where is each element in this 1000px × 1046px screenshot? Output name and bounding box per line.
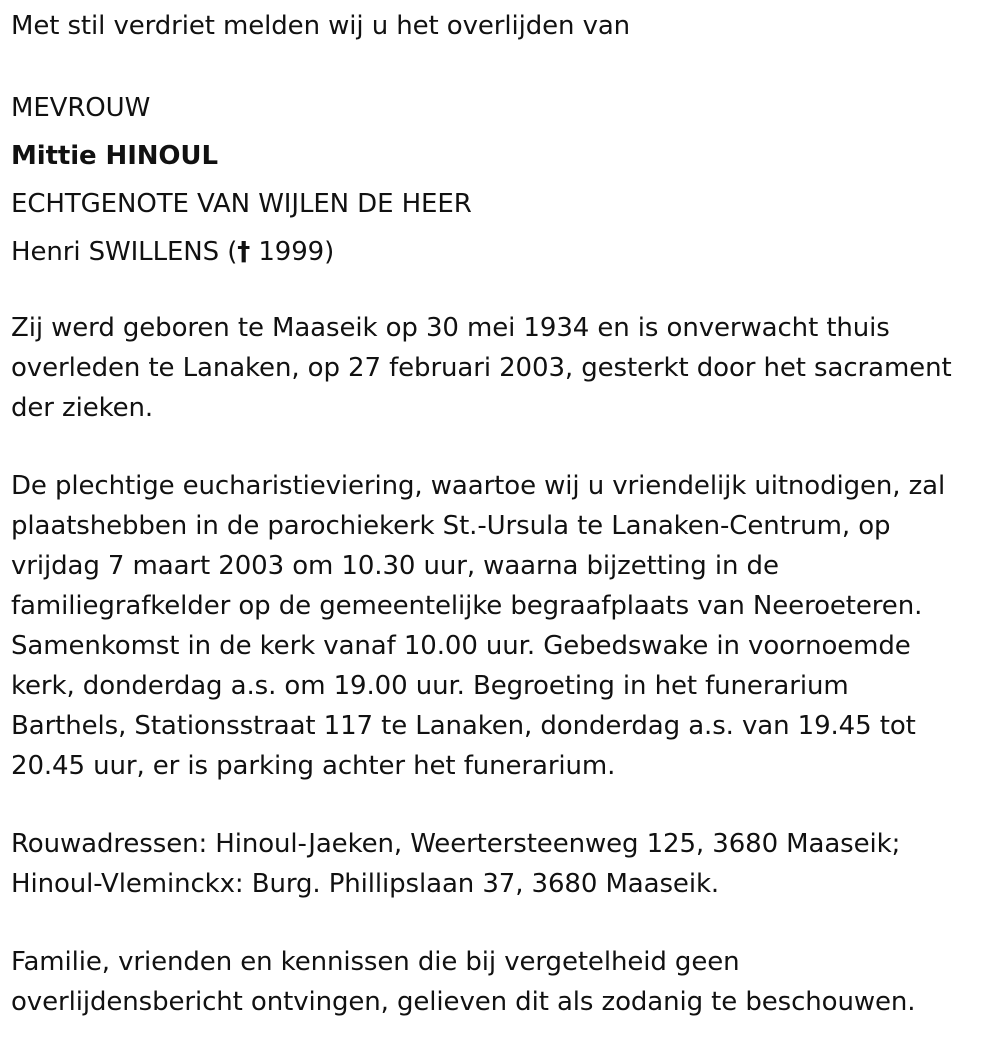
paragraph-line: Zij werd geboren te Maaseik op 30 mei 1934 en is onverwacht thuis [11, 313, 890, 343]
deceased-name: Mittie HINOUL [11, 141, 218, 171]
deceased-header [11, 84, 996, 276]
paragraph-line: Familie, vrienden en kennissen die bij vergetelheid geen [11, 947, 740, 977]
paragraph-line: 20.45 uur, er is parking achter het funerarium. [11, 751, 616, 781]
spacer [11, 904, 996, 942]
spacer [11, 276, 996, 308]
address-paragraph [11, 824, 996, 904]
spouse-line [11, 228, 996, 276]
relation-line: ECHTGENOTE VAN WIJLEN DE HEER [11, 189, 472, 219]
spacer [11, 786, 996, 824]
paragraph-line: kerk, donderdag a.s. om 19.00 uur. Begroeting in het funerarium [11, 671, 849, 701]
paragraph-line: familiegrafkelder op de gemeentelijke begraafplaats van Neeroeteren. [11, 591, 923, 621]
paragraph-line: Samenkomst in de kerk vanaf 10.00 uur. Gebedswake in voornoemde [11, 631, 911, 661]
obituary-document [11, 0, 996, 1022]
birth-paragraph [11, 308, 996, 428]
spouse-year: 1999) [250, 237, 335, 267]
closing-paragraph [11, 942, 996, 1022]
spacer [11, 428, 996, 466]
paragraph-line: overlijdensbericht ontvingen, gelieven dit als zodanig te beschouwen. [11, 987, 916, 1017]
paragraph-line: Rouwadressen: Hinoul-Jaeken, Weertersteenweg 125, 3680 Maaseik; [11, 829, 901, 859]
spacer [11, 46, 996, 84]
paragraph-line: Barthels, Stationsstraat 117 te Lanaken, donderdag a.s. van 19.45 tot [11, 711, 916, 741]
cross-icon: † [237, 237, 251, 267]
spouse-name: Henri SWILLENS ( [11, 237, 238, 267]
paragraph-line: der zieken. [11, 393, 154, 423]
intro-line: Met stil verdriet melden wij u het overlijden van [11, 11, 631, 41]
paragraph-line: Hinoul-Vleminckx: Burg. Phillipslaan 37, 3680 Maaseik. [11, 869, 720, 899]
salutation: MEVROUW [11, 93, 151, 123]
paragraph-line: De plechtige eucharistieviering, waartoe wij u vriendelijk uitnodigen, zal [11, 471, 946, 501]
paragraph-line: overleden te Lanaken, op 27 februari 2003, gesterkt door het sacrament [11, 353, 952, 383]
ceremony-paragraph [11, 466, 996, 786]
paragraph-line: plaatshebben in de parochiekerk St.-Ursula te Lanaken-Centrum, op [11, 511, 891, 541]
paragraph-line: vrijdag 7 maart 2003 om 10.30 uur, waarna bijzetting in de [11, 551, 779, 581]
